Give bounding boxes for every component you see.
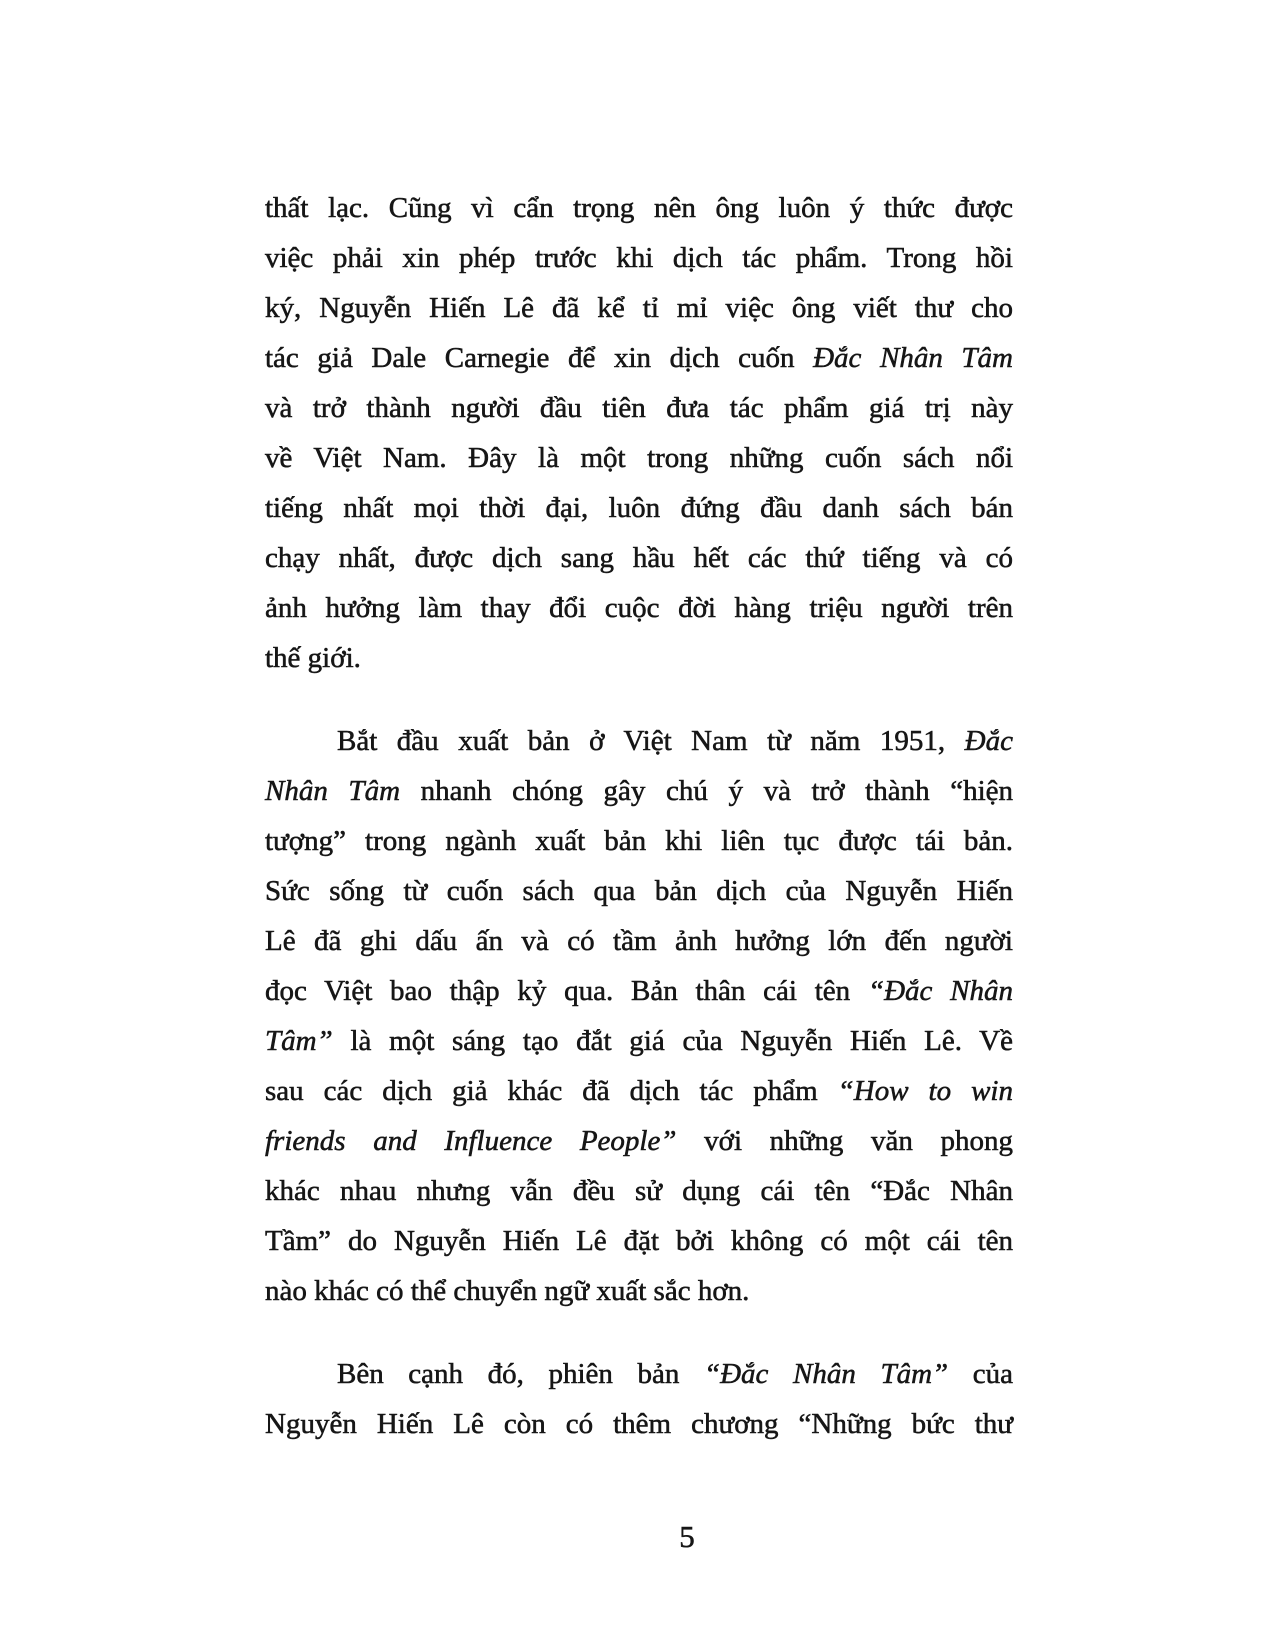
text-run: Nguyễn Hiến Lê còn có thêm chương “Những bức thư	[265, 1408, 1013, 1440]
italic-text-run: Đắc Nhân Tâm	[813, 342, 1014, 374]
text-run: ảnh hưởng làm thay đổi cuộc đời hàng triệu người trên	[265, 592, 1013, 624]
paragraph-3	[265, 1349, 1013, 1449]
text-line	[265, 633, 1013, 683]
text-line	[265, 1399, 1013, 1449]
text-run: thế giới.	[265, 642, 361, 674]
italic-text-run: “Đắc Nhân	[867, 975, 1013, 1007]
text-run: thất lạc. Cũng vì cẩn trọng nên ông luôn ý thức được	[265, 192, 1013, 224]
text-run: là một sáng tạo đắt giá của Nguyễn Hiến Lê. Về	[332, 1025, 1013, 1057]
paragraph-2	[265, 716, 1013, 1316]
text-run: ký, Nguyễn Hiến Lê đã kể tỉ mỉ việc ông viết thư cho	[265, 292, 1013, 324]
text-line	[265, 1166, 1013, 1216]
text-run: Bên cạnh đó, phiên bản	[337, 1358, 704, 1390]
text-line	[265, 483, 1013, 533]
text-line	[265, 1266, 1013, 1316]
text-block	[265, 183, 1013, 1449]
text-run: nào khác có thể chuyển ngữ xuất sắc hơn.	[265, 1275, 750, 1307]
text-line	[265, 716, 1013, 766]
text-run: với những văn phong	[676, 1125, 1013, 1157]
text-line	[265, 533, 1013, 583]
italic-text-run: “How to win	[837, 1075, 1013, 1107]
text-line	[265, 1216, 1013, 1266]
text-run: tác giả Dale Carnegie để xin dịch cuốn	[265, 342, 814, 374]
italic-text-run: Nhân Tâm	[265, 775, 401, 807]
text-line	[265, 866, 1013, 916]
text-run: nhanh chóng gây chú ý và trở thành “hiện	[400, 775, 1013, 807]
text-line	[265, 916, 1013, 966]
text-run: chạy nhất, được dịch sang hầu hết các thứ tiếng và có	[265, 542, 1013, 574]
italic-text-run: “Đắc Nhân Tâm”	[703, 1358, 949, 1390]
text-run: đọc Việt bao thập kỷ qua. Bản thân cái tên	[265, 975, 868, 1007]
text-line	[265, 1349, 1013, 1399]
text-line	[265, 233, 1013, 283]
text-run: và trở thành người đầu tiên đưa tác phẩm giá trị này	[265, 392, 1013, 424]
text-run: Tầm” do Nguyễn Hiến Lê đặt bởi không có một cái tên	[265, 1225, 1013, 1257]
text-run: tượng” trong ngành xuất bản khi liên tục được tái bản.	[265, 825, 1013, 857]
text-line	[265, 283, 1013, 333]
text-line	[265, 1116, 1013, 1166]
text-line	[265, 183, 1013, 233]
text-line	[265, 1066, 1013, 1116]
text-run: sau các dịch giả khác đã dịch tác phẩm	[265, 1075, 838, 1107]
paragraph-1	[265, 183, 1013, 683]
text-run: việc phải xin phép trước khi dịch tác phẩm. Trong hồi	[265, 242, 1013, 274]
text-line	[265, 333, 1013, 383]
text-line	[265, 966, 1013, 1016]
text-run: của	[948, 1358, 1013, 1390]
text-run: về Việt Nam. Đây là một trong những cuốn sách nổi	[265, 442, 1013, 474]
text-line	[265, 816, 1013, 866]
text-run: Sức sống từ cuốn sách qua bản dịch của Nguyễn Hiến	[265, 875, 1013, 907]
text-line	[265, 766, 1013, 816]
text-run: Lê đã ghi dấu ấn và có tầm ảnh hưởng lớn đến người	[265, 925, 1013, 957]
italic-text-run: friends and Influence People”	[265, 1125, 677, 1157]
text-run: Bắt đầu xuất bản ở Việt Nam từ năm 1951,	[337, 725, 965, 757]
text-run: khác nhau nhưng vẫn đều sử dụng cái tên “Đắc Nhân	[265, 1175, 1013, 1207]
text-run: tiếng nhất mọi thời đại, luôn đứng đầu danh sách bán	[265, 492, 1013, 524]
italic-text-run: Đắc	[964, 725, 1013, 757]
text-line	[265, 433, 1013, 483]
page-number: 5	[679, 1519, 695, 1554]
text-line	[265, 1016, 1013, 1066]
text-line	[265, 383, 1013, 433]
italic-text-run: Tâm”	[265, 1025, 333, 1057]
text-line	[265, 583, 1013, 633]
